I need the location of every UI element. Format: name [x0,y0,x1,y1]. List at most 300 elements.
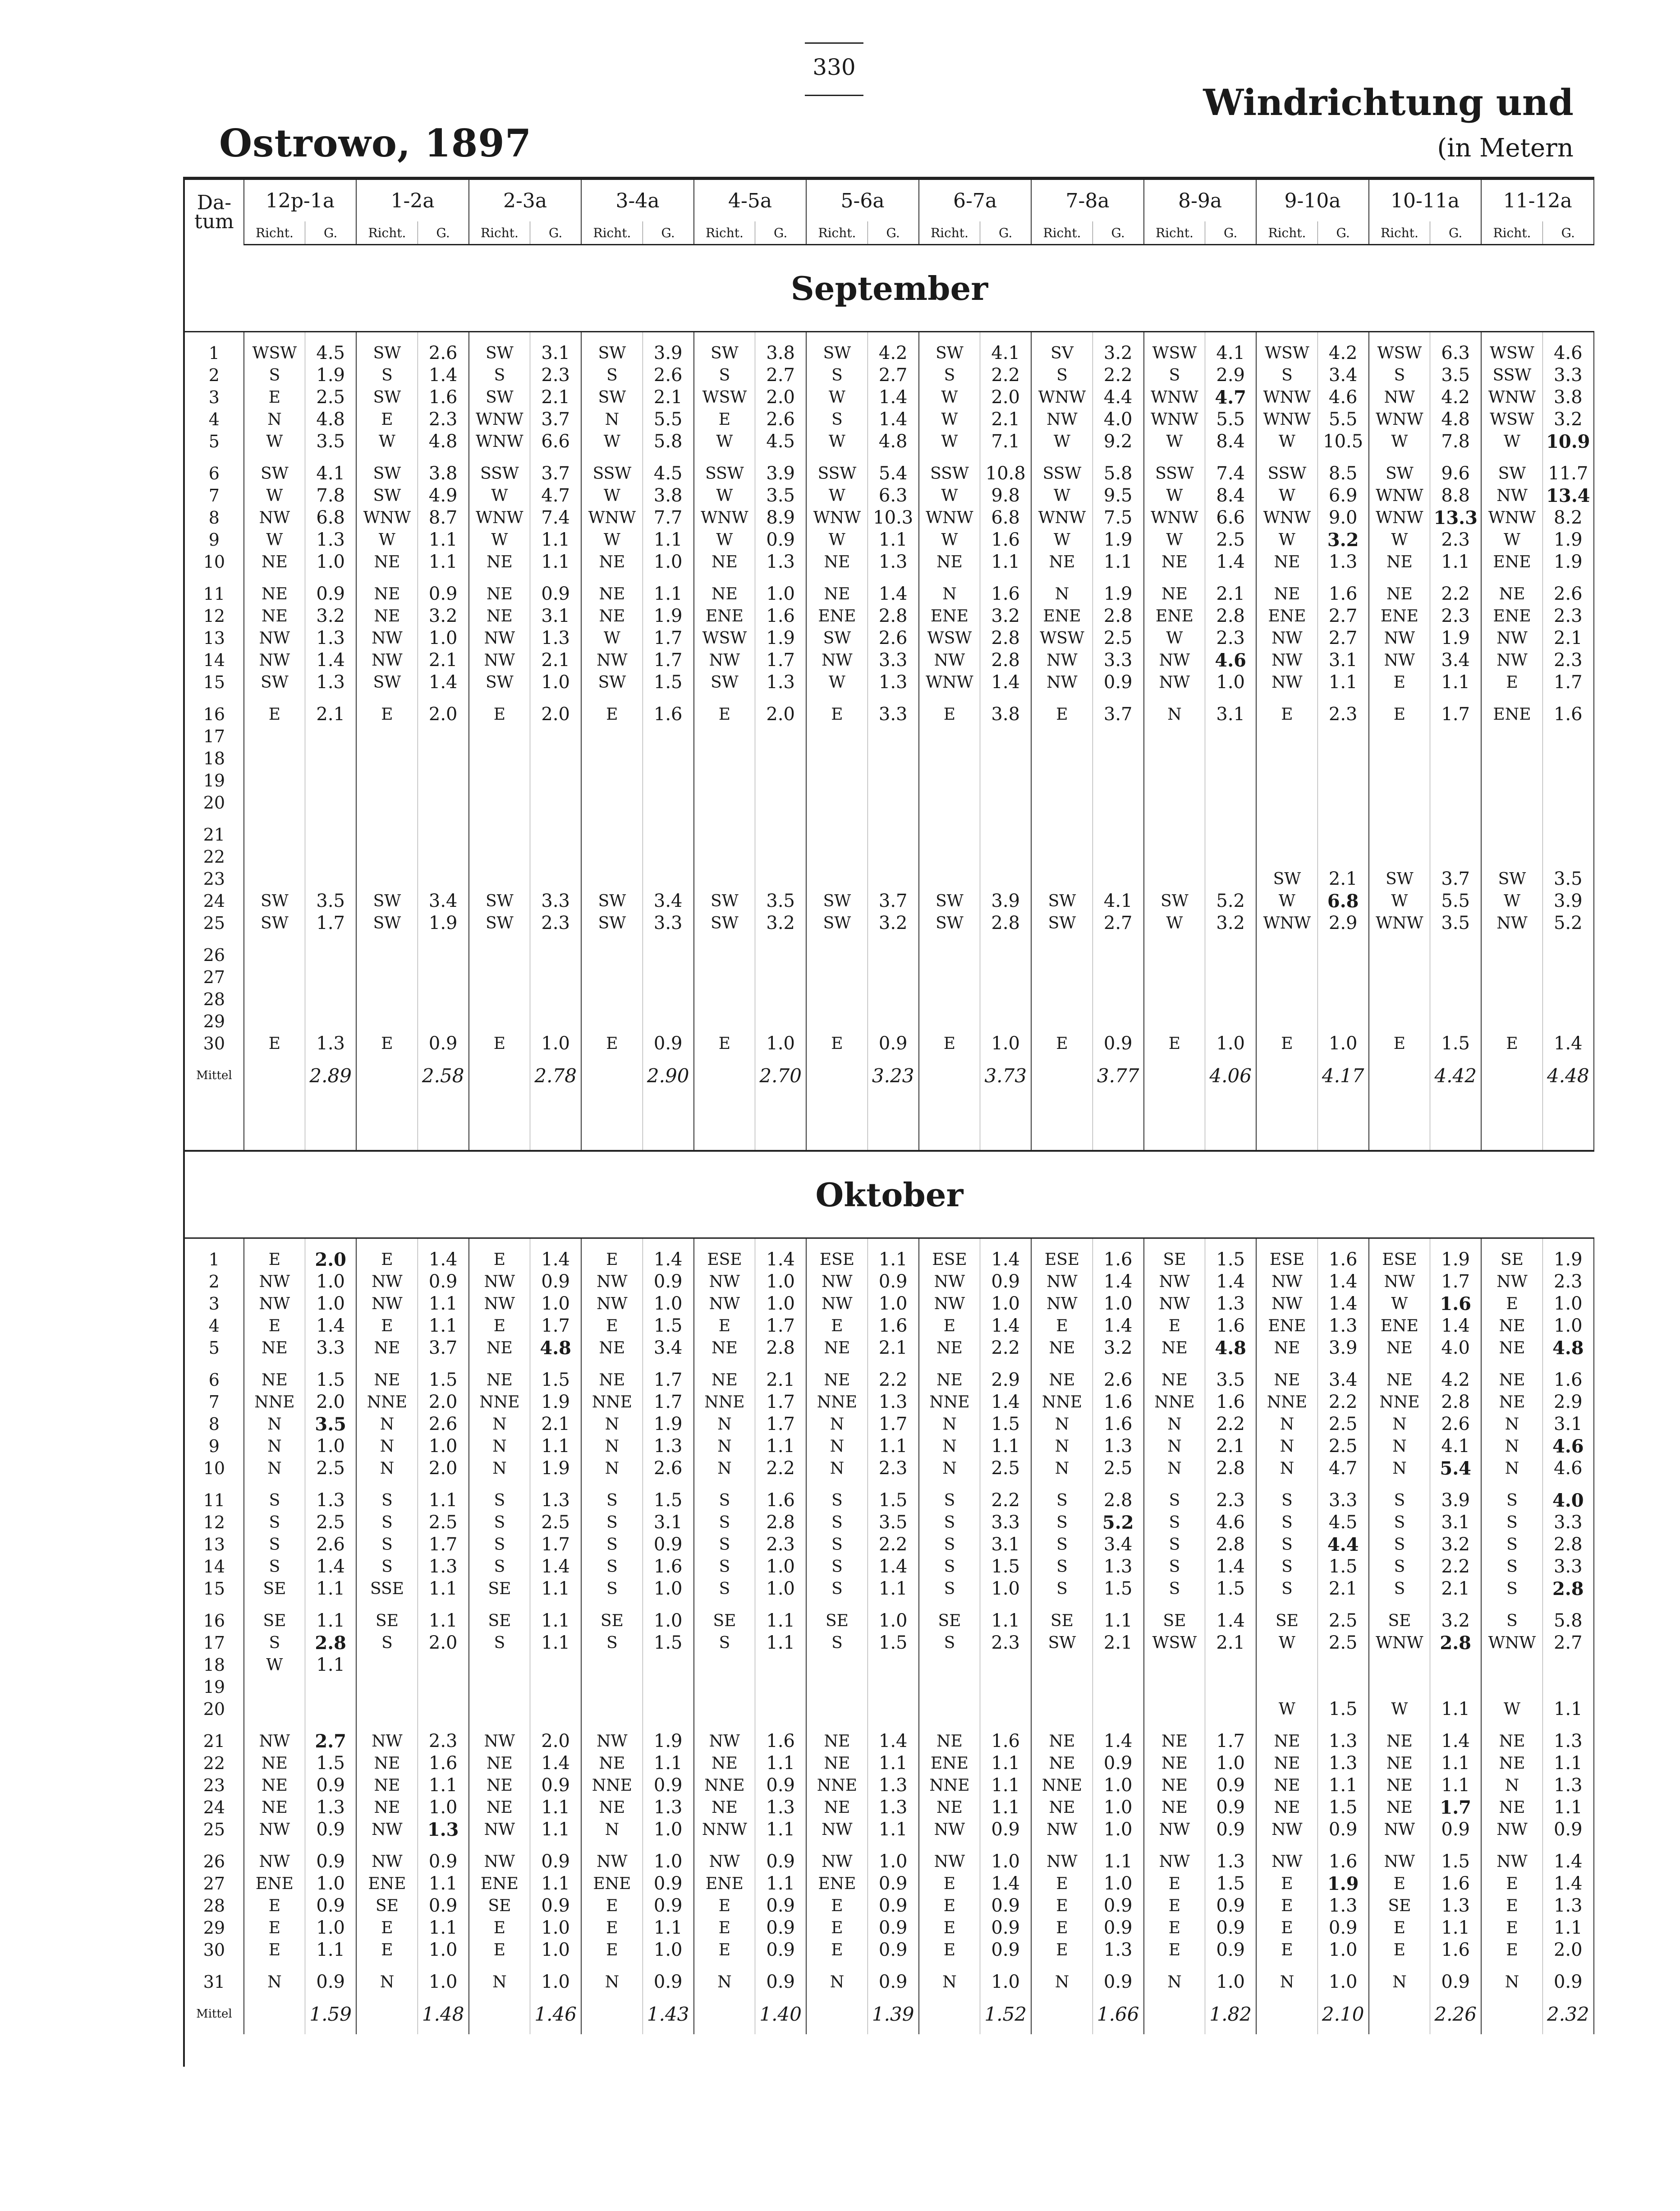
speed-cell: 0.9 [1205,1797,1257,1819]
richt-cell [1369,1961,1430,1971]
richt-cell [1031,1480,1092,1489]
speed-cell [1317,944,1369,966]
richt-header: Richt. [1256,221,1317,245]
direction-cell: W [1369,431,1430,453]
direction-cell: SW [581,671,643,694]
speed-cell: 4.1 [1205,342,1257,364]
speed-cell [1092,770,1144,792]
direction-cell: N [1481,1774,1542,1797]
direction-cell [806,868,868,890]
g-cell [980,332,1032,343]
speed-cell: 2.3 [530,912,582,934]
direction-cell: W [356,431,418,453]
speed-cell: 1.1 [980,1797,1032,1819]
direction-cell [1031,1011,1092,1033]
direction-cell [1481,966,1542,988]
direction-cell: N [1031,1435,1092,1457]
direction-cell: SE [356,1895,418,1917]
speed-cell [305,846,357,868]
richt-cell [919,1720,980,1730]
speed-cell: 1.4 [1205,1271,1257,1293]
speed-cell: 2.0 [418,1632,469,1654]
g-cell [530,1600,582,1610]
direction-cell: NW [469,627,530,649]
day-number: 5 [185,1337,244,1359]
day-cell-spacer [185,1841,244,1851]
richt-cell [919,573,980,583]
direction-cell: ENE [919,605,980,627]
g-cell [418,1480,469,1489]
g-cell [1317,694,1369,703]
speed-cell: 0.9 [1205,1895,1257,1917]
speed-cell: 1.1 [1317,1774,1369,1797]
direction-cell: W [1369,1293,1430,1315]
speed-cell: 4.8 [1205,1337,1257,1359]
speed-cell: 5.8 [1092,463,1144,485]
g-cell [755,694,807,703]
speed-cell: 1.1 [980,1435,1032,1457]
speed-cell: 9.8 [980,485,1032,507]
direction-cell [919,868,980,890]
speed-cell [980,1698,1032,1720]
mean-value: 3.77 [1092,1055,1144,1096]
speed-cell: 3.9 [1542,890,1594,912]
direction-cell: W [919,431,980,453]
day-number: 27 [185,1873,244,1895]
speed-cell: 2.1 [1092,1632,1144,1654]
speed-cell: 1.6 [418,1752,469,1774]
g-cell [1430,1961,1482,1971]
direction-cell: N [244,1971,305,1994]
speed-cell [305,1011,357,1033]
direction-cell: S [356,1534,418,1556]
richt-cell [919,1841,980,1851]
speed-cell: 2.8 [755,1512,807,1534]
speed-cell: 1.1 [530,551,582,573]
speed-cell: 0.9 [755,1895,807,1917]
mean-richt-cell [1481,1055,1542,1096]
g-cell [418,1720,469,1730]
direction-cell: NW [1031,409,1092,431]
table-row [185,1632,1594,1654]
direction-cell: S [1256,1489,1317,1512]
speed-cell: 1.6 [643,703,694,726]
direction-cell [1481,792,1542,814]
direction-cell: SW [469,671,530,694]
day-number: 5 [185,431,244,453]
richt-cell [356,1096,418,1151]
richt-cell [1144,1961,1205,1971]
speed-cell: 1.1 [418,551,469,573]
direction-cell: S [244,1632,305,1654]
direction-cell: SE [469,1895,530,1917]
richt-cell [1481,332,1542,343]
direction-cell: NW [1481,649,1542,671]
speed-cell: 2.1 [1542,627,1594,649]
direction-cell: ENE [1256,1315,1317,1337]
speed-cell: 1.9 [643,605,694,627]
speed-cell: 4.5 [643,463,694,485]
direction-cell: NW [806,1293,868,1315]
g-header: G. [980,221,1032,245]
speed-cell: 2.8 [980,627,1032,649]
mean-richt-cell [919,1994,980,2035]
speed-cell: 1.1 [1317,671,1369,694]
direction-cell: E [356,703,418,726]
direction-cell: NE [244,1797,305,1819]
direction-cell: NE [469,1369,530,1391]
richt-cell [469,1841,530,1851]
direction-cell: SW [1144,890,1205,912]
g-cell [1430,1359,1482,1369]
g-cell [1205,573,1257,583]
direction-cell: NW [1144,671,1205,694]
speed-cell: 5.5 [1430,890,1482,912]
richt-cell [1031,694,1092,703]
direction-cell: W [694,529,755,551]
g-cell [868,1961,919,1971]
mean-richt-cell [919,1055,980,1096]
speed-cell: 2.0 [418,703,469,726]
direction-cell: SW [1031,912,1092,934]
speed-cell: 1.0 [868,1610,919,1632]
direction-cell: E [1369,1939,1430,1961]
page-number [776,28,893,106]
direction-cell: S [919,1556,980,1578]
speed-cell: 7.4 [530,507,582,529]
direction-cell [1481,1011,1542,1033]
direction-cell: E [1144,1939,1205,1961]
direction-cell: E [1144,1033,1205,1055]
richt-cell [356,814,418,824]
direction-cell: ESE [806,1249,868,1271]
direction-cell: S [694,1534,755,1556]
direction-cell: N [356,1971,418,1994]
direction-cell: S [1256,1578,1317,1600]
direction-cell: NW [244,627,305,649]
direction-cell [1031,1654,1092,1676]
g-cell [530,1961,582,1971]
speed-cell [418,748,469,770]
direction-cell [1369,846,1430,868]
direction-cell: S [581,1512,643,1534]
direction-cell: NE [1031,551,1092,573]
direction-cell: S [806,1632,868,1654]
direction-cell: NW [356,649,418,671]
richt-cell [1256,1238,1317,1249]
g-cell [418,1359,469,1369]
direction-cell [806,824,868,846]
direction-cell: W [1481,431,1542,453]
speed-cell: 0.9 [1092,1971,1144,1994]
direction-cell: E [1144,1873,1205,1895]
speed-cell: 2.8 [868,605,919,627]
table-row [185,342,1594,364]
g-cell [868,1096,919,1151]
speed-cell: 1.4 [1205,1610,1257,1632]
mean-value: 1.40 [755,1994,807,2035]
g-cell [980,1096,1032,1151]
direction-cell: NE [469,605,530,627]
speed-cell: 2.3 [1205,1489,1257,1512]
speed-cell: 2.5 [1317,1435,1369,1457]
direction-cell: S [581,1489,643,1512]
speed-cell: 0.9 [755,1851,807,1873]
direction-cell: E [581,1315,643,1337]
speed-cell: 1.0 [1205,1033,1257,1055]
speed-cell: 1.4 [980,1873,1032,1895]
speed-cell: 1.5 [1205,1873,1257,1895]
direction-cell: ENE [1481,703,1542,726]
direction-cell: W [356,529,418,551]
speed-cell: 0.9 [980,1819,1032,1841]
day-number: 15 [185,671,244,694]
direction-cell: S [806,1578,868,1600]
day-cell-spacer [185,694,244,703]
g-cell [1205,453,1257,463]
g-cell [1317,332,1369,343]
speed-cell [305,726,357,748]
speed-cell [418,770,469,792]
speed-cell: 5.5 [643,409,694,431]
g-cell [1542,1480,1594,1489]
g-cell [305,1238,357,1249]
speed-cell: 2.0 [305,1249,357,1271]
direction-cell: WNW [1256,912,1317,934]
direction-cell: NE [1369,583,1430,605]
direction-cell: NE [244,1752,305,1774]
direction-cell [244,770,305,792]
g-cell [643,934,694,944]
speed-cell: 10.3 [868,507,919,529]
direction-cell: S [469,1632,530,1654]
direction-cell: NW [1144,1819,1205,1841]
speed-cell: 1.6 [1430,1873,1482,1895]
speed-cell: 1.6 [1430,1293,1482,1315]
speed-cell: 0.9 [1317,1819,1369,1841]
g-cell [643,814,694,824]
direction-cell: E [1144,1895,1205,1917]
speed-cell [1542,944,1594,966]
speed-cell: 1.3 [1205,1851,1257,1873]
direction-cell: WSW [919,627,980,649]
g-cell [1430,694,1482,703]
speed-cell: 1.3 [1317,1315,1369,1337]
direction-cell: W [1144,485,1205,507]
direction-cell: WNW [1369,507,1430,529]
speed-cell: 4.8 [1542,1337,1594,1359]
speed-cell: 3.1 [1317,649,1369,671]
day-number: 6 [185,463,244,485]
speed-cell: 1.6 [418,386,469,409]
g-cell [755,934,807,944]
direction-cell: E [1031,703,1092,726]
speed-cell [1430,966,1482,988]
speed-cell: 1.0 [755,1578,807,1600]
day-number: 12 [185,605,244,627]
speed-cell [418,966,469,988]
direction-cell [1144,944,1205,966]
day-number: 3 [185,1293,244,1315]
g-cell [755,1096,807,1151]
speed-cell: 4.7 [530,485,582,507]
direction-cell: S [469,364,530,386]
direction-cell [581,824,643,846]
richt-cell [806,1238,868,1249]
direction-cell: S [1481,1556,1542,1578]
direction-cell: NE [356,1797,418,1819]
table-row [185,364,1594,386]
mean-value: 3.23 [868,1055,919,1096]
speed-cell [1317,748,1369,770]
speed-cell: 2.5 [1317,1610,1369,1632]
direction-cell [1481,944,1542,966]
speed-cell: 1.5 [868,1489,919,1512]
direction-cell: S [1256,1512,1317,1534]
speed-cell: 3.8 [643,485,694,507]
direction-cell: S [1369,1512,1430,1534]
speed-cell: 4.8 [305,409,357,431]
mean-richt-cell [1031,1055,1092,1096]
day-number: 22 [185,846,244,868]
direction-cell: S [244,1512,305,1534]
richt-cell [1144,1359,1205,1369]
direction-cell: NW [1031,1271,1092,1293]
table-row [185,507,1594,529]
richt-cell [1481,573,1542,583]
speed-cell: 3.9 [1317,1337,1369,1359]
speed-cell: 5.4 [1430,1457,1482,1480]
speed-cell: 1.0 [868,1293,919,1315]
richt-cell [1031,1961,1092,1971]
direction-cell: E [244,1939,305,1961]
speed-cell: 1.5 [305,1369,357,1391]
day-number: 13 [185,627,244,649]
direction-cell: W [1481,890,1542,912]
mean-value: 2.10 [1317,1994,1369,2035]
table-header [185,180,1594,245]
direction-cell [919,726,980,748]
richt-cell [694,1096,755,1151]
speed-cell: 1.1 [868,1819,919,1841]
richt-cell [919,1480,980,1489]
speed-cell: 2.2 [1092,364,1144,386]
richt-cell [919,1096,980,1151]
direction-cell: NE [1144,1337,1205,1359]
direction-cell [694,1011,755,1033]
direction-cell [1031,1698,1092,1720]
speed-cell: 13.3 [1430,507,1482,529]
direction-cell: S [356,1512,418,1534]
speed-cell: 1.0 [305,1293,357,1315]
direction-cell [1369,1676,1430,1698]
direction-cell: WNW [1144,386,1205,409]
direction-cell: N [244,409,305,431]
direction-cell: E [1031,1895,1092,1917]
speed-cell [868,1676,919,1698]
speed-cell: 0.9 [305,1895,357,1917]
day-number: 8 [185,1413,244,1435]
direction-cell [356,1676,418,1698]
direction-cell [356,748,418,770]
direction-cell [1481,988,1542,1011]
direction-cell: N [919,1435,980,1457]
direction-cell: NE [1031,1369,1092,1391]
speed-cell: 0.9 [755,1774,807,1797]
speed-cell: 3.5 [755,485,807,507]
richt-cell [244,1480,305,1489]
direction-cell [244,988,305,1011]
speed-cell: 4.8 [418,431,469,453]
speed-cell: 2.9 [1317,912,1369,934]
direction-cell: N [919,1413,980,1435]
speed-cell: 1.3 [868,1391,919,1413]
speed-cell [755,824,807,846]
speed-cell [1092,846,1144,868]
speed-cell: 1.1 [418,1917,469,1939]
speed-cell: 3.2 [1092,1337,1144,1359]
direction-cell [356,824,418,846]
speed-cell: 3.3 [1542,1556,1594,1578]
direction-cell: E [356,1033,418,1055]
wind-table [185,180,1594,2034]
richt-cell [1256,934,1317,944]
direction-cell: W [919,409,980,431]
direction-cell [469,846,530,868]
richt-cell [581,1096,643,1151]
g-cell [1542,694,1594,703]
speed-cell: 1.3 [868,551,919,573]
speed-cell: 1.4 [1542,1033,1594,1055]
speed-cell: 1.0 [868,1851,919,1873]
speed-cell: 6.3 [868,485,919,507]
group-gap-row [185,1720,1594,1730]
speed-cell [418,726,469,748]
direction-cell [581,868,643,890]
richt-cell [1256,1480,1317,1489]
speed-cell: 0.9 [305,1851,357,1873]
g-cell [643,1841,694,1851]
speed-cell: 2.5 [1092,627,1144,649]
mean-row [185,1994,1594,2035]
day-cell-spacer [185,453,244,463]
direction-cell: E [469,1939,530,1961]
speed-cell: 1.1 [1092,1851,1144,1873]
direction-cell [1256,1654,1317,1676]
speed-cell: 1.0 [530,671,582,694]
speed-cell [1205,770,1257,792]
direction-cell [244,792,305,814]
day-cell-spacer [185,332,244,343]
direction-cell: N [1256,1435,1317,1457]
speed-cell: 5.2 [1205,890,1257,912]
speed-cell: 1.4 [1092,1730,1144,1752]
g-cell [530,332,582,343]
speed-cell [1317,988,1369,1011]
speed-cell: 1.5 [1205,1249,1257,1271]
direction-cell: N [919,1457,980,1480]
g-cell [1092,1600,1144,1610]
speed-cell [755,770,807,792]
direction-cell: E [806,1939,868,1961]
direction-cell: E [244,1895,305,1917]
g-cell [530,1480,582,1489]
speed-cell: 1.7 [530,1534,582,1556]
direction-cell: SSW [806,463,868,485]
g-cell [643,1720,694,1730]
direction-cell: N [1369,1971,1430,1994]
speed-cell: 0.9 [868,1271,919,1293]
